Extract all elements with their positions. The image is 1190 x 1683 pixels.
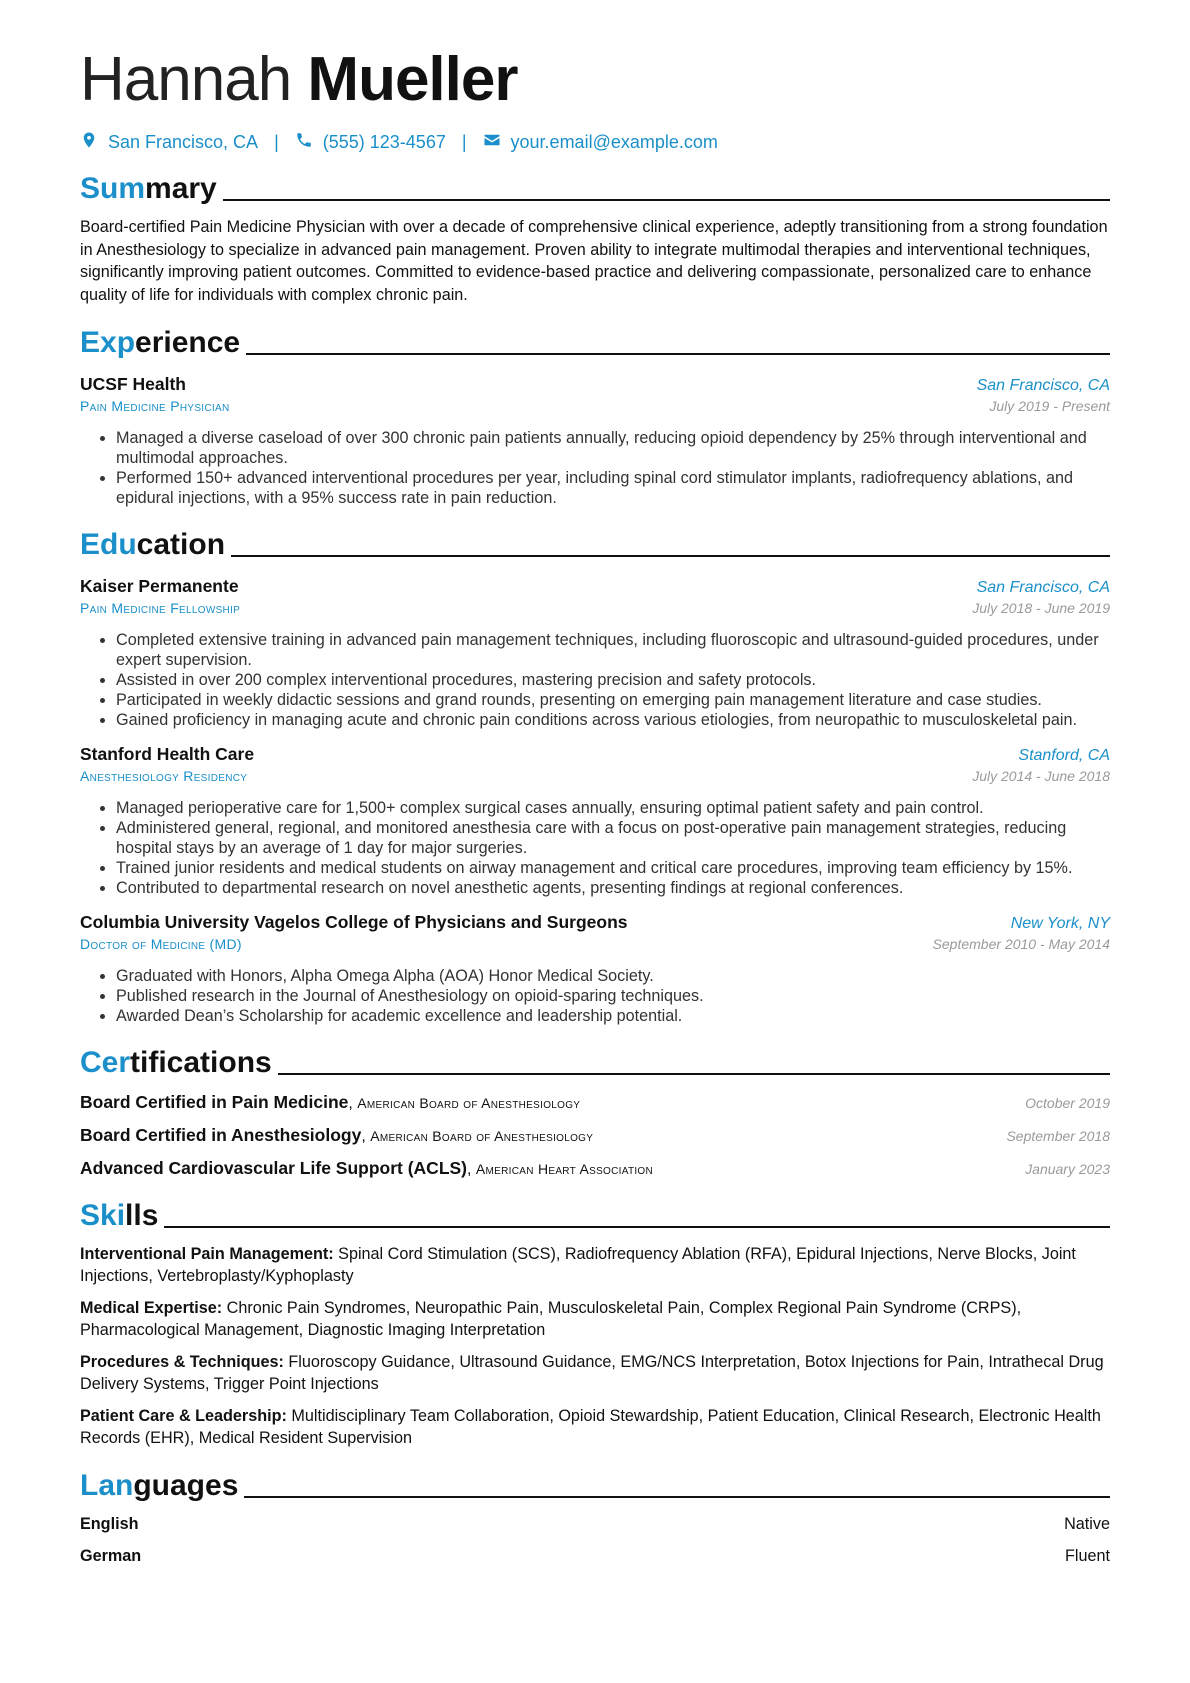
certification-item: Advanced Cardiovascular Life Support (ACLS), American Heart Association January 2023 xyxy=(80,1158,1110,1179)
skill-list: Fluoroscopy Guidance, Ultrasound Guidance, EMG/NCS Interpretation, Botox Injections for Pain, Intrathecal Drug Delivery Systems, Trigger Point Injections xyxy=(80,1353,1104,1394)
section-rule xyxy=(278,1073,1110,1075)
section-rule xyxy=(223,199,1110,201)
bullet-item: • Completed extensive training in advanced pain management techniques, including fluoroscopic and ultrasound-guided procedures, under expert supervision. xyxy=(116,630,1110,670)
education-entry xyxy=(80,576,1110,730)
entry-location: San Francisco, CA xyxy=(976,377,1110,395)
language-level: Native xyxy=(1064,1515,1110,1534)
skill-list: Chronic Pain Syndromes, Neuropathic Pain, Musculoskeletal Pain, Complex Regional Pain Syndrome (CRPS), Pharmacological Management, Diagnostic Imaging Interpretation xyxy=(80,1299,1022,1340)
contact-location xyxy=(80,131,258,154)
skill-list: Spinal Cord Stimulation (SCS), Radiofrequency Ablation (RFA), Epidural Injections, Nerve Blocks, Joint Injections, Vertebroplasty/Kyphoplasty xyxy=(80,1245,1076,1286)
phone-icon xyxy=(295,131,313,154)
contact-email[interactable] xyxy=(483,131,718,154)
entry-role: Pain Medicine Physician xyxy=(80,398,230,415)
bullet-item: • Trained junior residents and medical students on airway management and critical care procedures, improving team efficiency by 15%. xyxy=(116,858,1110,878)
contact-separator: | xyxy=(461,131,467,152)
contact-bar xyxy=(80,130,1110,154)
entry-organization: Columbia University Vagelos College of Physicians and Surgeons xyxy=(80,912,628,933)
cert-title: Board Certified in Anesthesiology xyxy=(80,1125,362,1146)
skill-label: Medical Expertise: xyxy=(80,1299,223,1318)
skill-group xyxy=(80,1297,1110,1341)
certification-item: Board Certified in Pain Medicine, American Board of Anesthesiology October 2019 xyxy=(80,1092,1110,1113)
skill-group xyxy=(80,1351,1110,1395)
language-name: German xyxy=(80,1547,142,1566)
section-summary-heading: Summary xyxy=(80,170,1110,206)
cert-date: October 2019 xyxy=(1025,1095,1110,1112)
education-entry xyxy=(80,912,1110,1026)
section-languages-heading: Languages xyxy=(80,1467,1110,1503)
language-level: Fluent xyxy=(1065,1547,1110,1566)
bullet-item: • Graduated with Honors, Alpha Omega Alpha (AOA) Honor Medical Society. xyxy=(116,966,1110,986)
entry-dates: July 2014 - June 2018 xyxy=(972,768,1110,785)
skill-label: Procedures & Techniques: xyxy=(80,1353,284,1372)
cert-date: January 2023 xyxy=(1025,1161,1110,1178)
bullet-item: • Managed perioperative care for 1,500+ complex surgical cases annually, ensuring optimal patient safety and pain control. xyxy=(116,798,1110,818)
cert-title: Advanced Cardiovascular Life Support (ACLS) xyxy=(80,1158,468,1179)
phone-text: (555) 123-4567 xyxy=(322,131,446,152)
entry-dates: September 2010 - May 2014 xyxy=(932,936,1110,953)
entry-role: Doctor of Medicine (MD) xyxy=(80,936,242,953)
language-item xyxy=(80,1545,1110,1567)
entry-dates: July 2019 - Present xyxy=(989,398,1110,415)
cert-issuer: American Board of Anesthesiology xyxy=(370,1128,594,1145)
language-item xyxy=(80,1513,1110,1535)
entry-dates: July 2018 - June 2019 xyxy=(972,600,1110,617)
candidate-name xyxy=(80,0,1110,116)
location-text: San Francisco, CA xyxy=(108,131,259,152)
bullet-item: • Gained proficiency in managing acute and chronic pain conditions across various etiologies, from neuropathic to musculoskeletal pain. xyxy=(116,710,1110,730)
bullet-item: • Contributed to departmental research on novel anesthetic agents, presenting findings at regional conferences. xyxy=(116,878,1110,898)
section-rule xyxy=(231,555,1110,557)
entry-role: Anesthesiology Residency xyxy=(80,768,248,785)
cert-title: Board Certified in Pain Medicine xyxy=(80,1092,349,1113)
contact-separator: | xyxy=(274,131,279,152)
cert-issuer: American Heart Association xyxy=(475,1161,654,1178)
bullet-item: • Assisted in over 200 complex interventional procedures, mastering precision and safety protocols. xyxy=(116,670,1110,690)
bullet-item: • Participated in weekly didactic sessions and grand rounds, presenting on emerging pain management literature and case studies. xyxy=(116,690,1110,710)
skill-label: Patient Care & Leadership: xyxy=(80,1407,287,1426)
entry-bullets xyxy=(80,798,1110,898)
contact-phone xyxy=(295,131,446,154)
map-pin-icon xyxy=(80,131,98,154)
section-rule xyxy=(246,353,1110,355)
section-rule xyxy=(244,1496,1110,1498)
entry-location: Stanford, CA xyxy=(1018,747,1110,765)
entry-organization: Kaiser Permanente xyxy=(80,576,239,597)
bullet-item: • Awarded Dean’s Scholarship for academic excellence and leadership potential. xyxy=(116,1006,1110,1026)
skill-list: Multidisciplinary Team Collaboration, Opioid Stewardship, Patient Education, Clinical Research, Electronic Health Records (EHR), Medical Resident Supervision xyxy=(80,1407,1101,1448)
skill-group xyxy=(80,1243,1110,1287)
first-name: Hannah xyxy=(80,45,292,114)
entry-location: San Francisco, CA xyxy=(976,579,1110,597)
last-name: Mueller xyxy=(307,45,518,114)
bullet-item: • Managed a diverse caseload of over 300 chronic pain patients annually, reducing opioid dependency by 25% through interventional and multimodal approaches. xyxy=(116,428,1110,468)
section-education-heading: Education xyxy=(80,526,1110,562)
certification-item: Board Certified in Anesthesiology, American Board of Anesthesiology September 2018 xyxy=(80,1125,1110,1146)
entry-organization: UCSF Health xyxy=(80,374,186,395)
experience-entry xyxy=(80,374,1110,508)
section-certifications-heading: Certifications xyxy=(80,1044,1110,1080)
entry-bullets xyxy=(80,630,1110,730)
cert-date: September 2018 xyxy=(1006,1128,1110,1145)
bullet-item: • Performed 150+ advanced interventional procedures per year, including spinal cord stimulator implants, radiofrequency ablations, and epidural injections, with a 95% success rate in pain reduction. xyxy=(116,468,1110,508)
bullet-item: • Published research in the Journal of Anesthesiology on opioid-sparing techniques. xyxy=(116,986,1110,1006)
skill-label: Interventional Pain Management: xyxy=(80,1245,334,1264)
entry-bullets xyxy=(80,966,1110,1026)
bullet-item: • Administered general, regional, and monitored anesthesia care with a focus on post-operative pain management strategies, reducing hospital stays by an average of 1 day for major surgeries. xyxy=(116,818,1110,858)
language-name: English xyxy=(80,1515,139,1534)
education-entry xyxy=(80,744,1110,898)
envelope-icon xyxy=(483,131,501,154)
section-experience-heading: Experience xyxy=(80,324,1110,360)
cert-issuer: American Board of Anesthesiology xyxy=(357,1095,581,1112)
entry-organization: Stanford Health Care xyxy=(80,744,255,765)
entry-location: New York, NY xyxy=(1010,915,1110,933)
section-skills-heading: Skills xyxy=(80,1197,1110,1233)
email-link[interactable]: your.email@example.com xyxy=(510,131,718,152)
skill-group xyxy=(80,1405,1110,1449)
entry-role: Pain Medicine Fellowship xyxy=(80,600,241,617)
entry-bullets xyxy=(80,428,1110,508)
section-rule xyxy=(164,1226,1110,1228)
summary-text: Board-certified Pain Medicine Physician with over a decade of comprehensive clinical experience, adeptly transitioning from a strong foundation in Anesthesiology to specialize in advanced pain management. Proven ability to integrate multimodal therapies and interventional techniques, significantly improving patient outcomes. Committed to evidence-based practice and delivering compassionate, personalized care to enhance quality of life for individuals with complex chronic pain. xyxy=(80,218,1108,304)
